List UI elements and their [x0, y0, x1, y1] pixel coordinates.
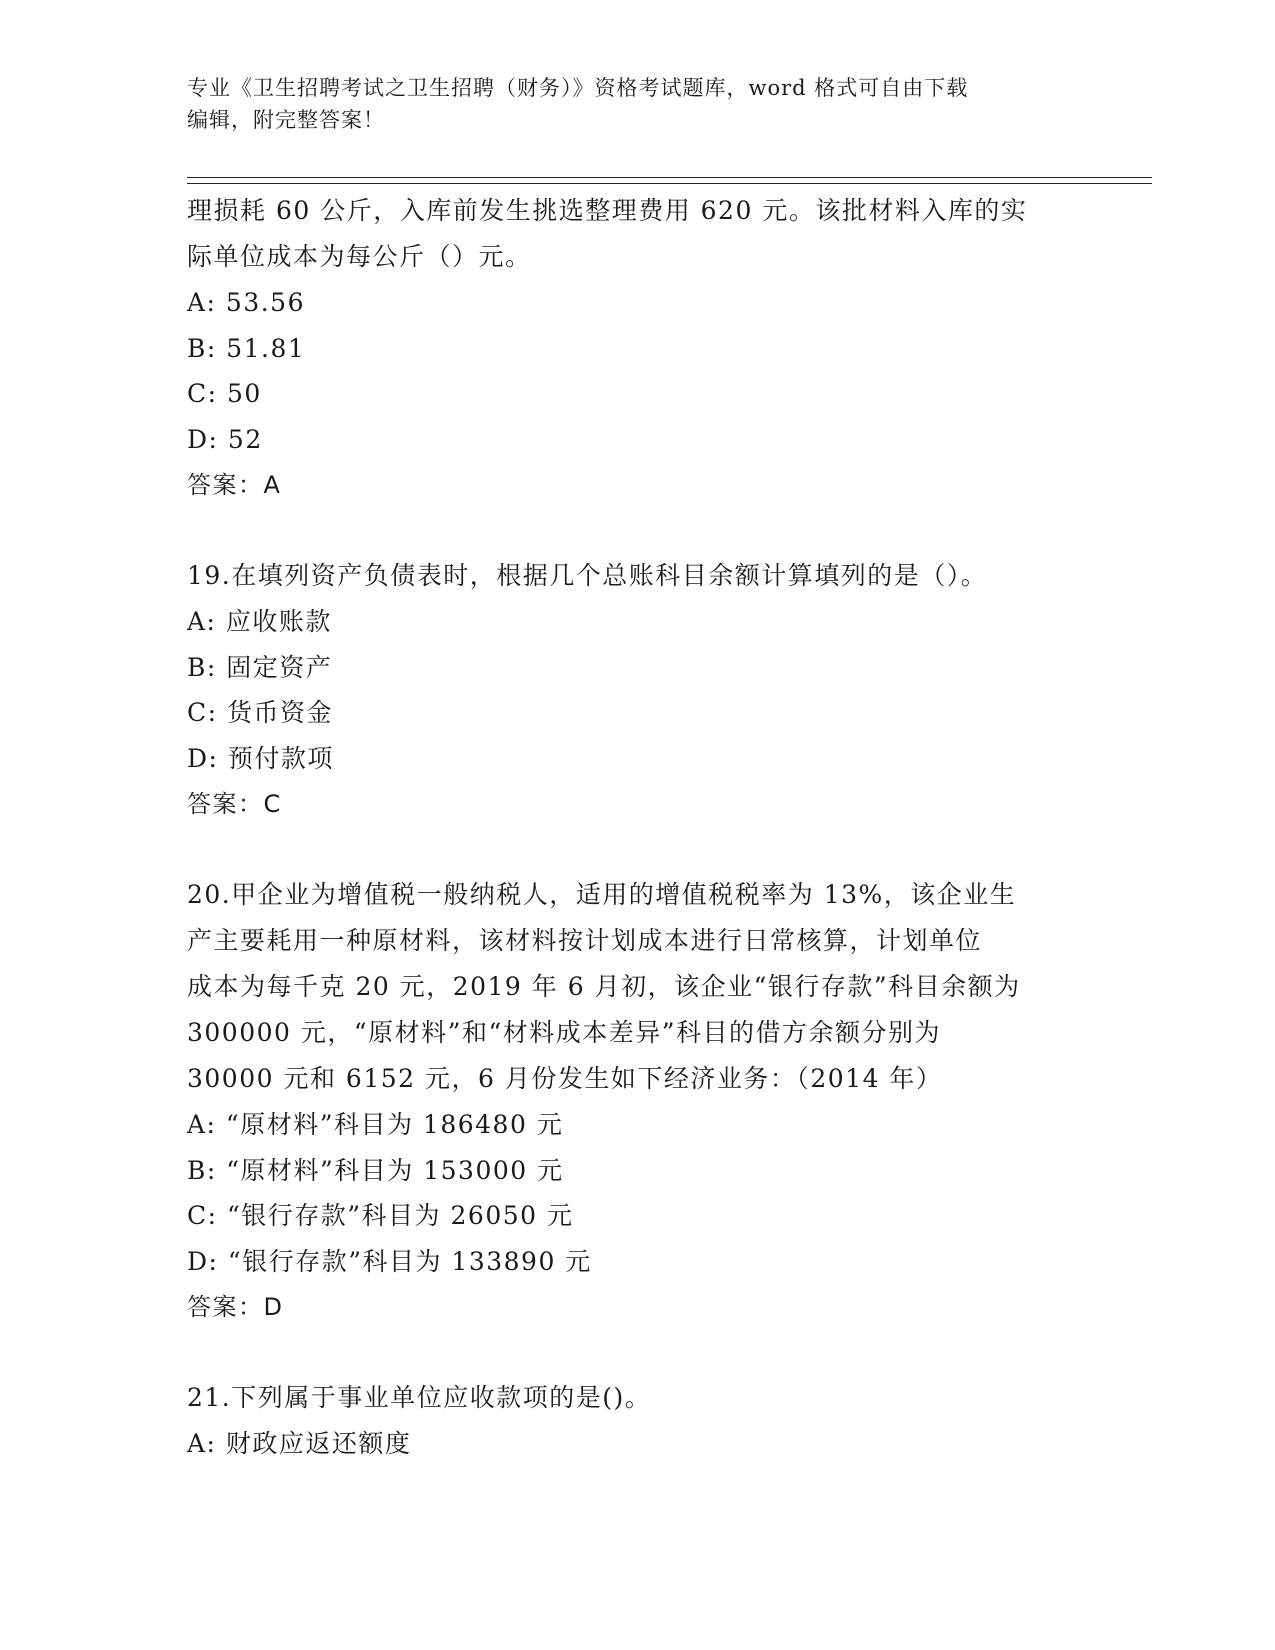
header-divider-bottom	[187, 183, 1152, 184]
question-block	[187, 872, 1087, 1330]
option-a: A: 财政应返还额度	[187, 1429, 412, 1458]
question-block	[187, 553, 1087, 827]
question-stem-line: 20.甲企业为增值税一般纳税人，适用的增值税税率为 13%，该企业生	[187, 880, 1017, 909]
answer-line: 答案：D	[187, 1293, 284, 1321]
option-d: D: 52	[187, 424, 263, 454]
header-divider-top	[187, 177, 1152, 178]
question-stem-line: 30000 元和 6152 元，6 月份发生如下经济业务：（2014 年）	[187, 1064, 943, 1093]
question-block	[187, 1375, 1087, 1467]
option-a: A: “原材料”科目为 186480 元	[187, 1110, 564, 1139]
option-c: C: “银行存款”科目为 26050 元	[187, 1201, 574, 1230]
question-stem-line: 际单位成本为每公斤（）元。	[187, 242, 532, 271]
question-stem-line: 产主要耗用一种原材料，该材料按计划成本进行日常核算，计划单位	[187, 926, 983, 955]
option-a: A: 53.56	[187, 288, 305, 317]
question-block	[187, 188, 1087, 508]
option-d: D: “银行存款”科目为 133890 元	[187, 1246, 592, 1276]
question-stem-line: 21.下列属于事业单位应收款项的是()。	[187, 1383, 652, 1412]
option-b: B: 51.81	[187, 333, 306, 363]
question-stem-line: 理损耗 60 公斤，入库前发生挑选整理费用 620 元。该批材料入库的实	[187, 196, 1028, 225]
answer-line: 答案：A	[187, 471, 282, 499]
option-c: C: 50	[187, 379, 262, 408]
header-line-2: 编辑，附完整答案！	[187, 108, 385, 132]
document-header	[187, 72, 1067, 136]
answer-line: 答案：C	[187, 790, 282, 818]
header-line-1: 专业《卫生招聘考试之卫生招聘（财务）》资格考试题库，word 格式可自由下载	[187, 76, 969, 100]
question-stem-line: 19.在填列资产负债表时，根据几个总账科目余额计算填列的是（）。	[187, 561, 988, 590]
question-stem-line: 成本为每千克 20 元，2019 年 6 月初，该企业“银行存款”科目余额为	[187, 972, 1021, 1001]
option-c: C: 货币资金	[187, 698, 333, 727]
option-a: A: 应收账款	[187, 607, 332, 636]
option-b: B: “原材料”科目为 153000 元	[187, 1155, 564, 1185]
option-d: D: 预付款项	[187, 743, 334, 773]
question-stem-line: 300000 元，“原材料”和“材料成本差异”科目的借方余额分别为	[187, 1018, 942, 1047]
option-b: B: 固定资产	[187, 652, 333, 682]
question-list	[187, 188, 1087, 1467]
